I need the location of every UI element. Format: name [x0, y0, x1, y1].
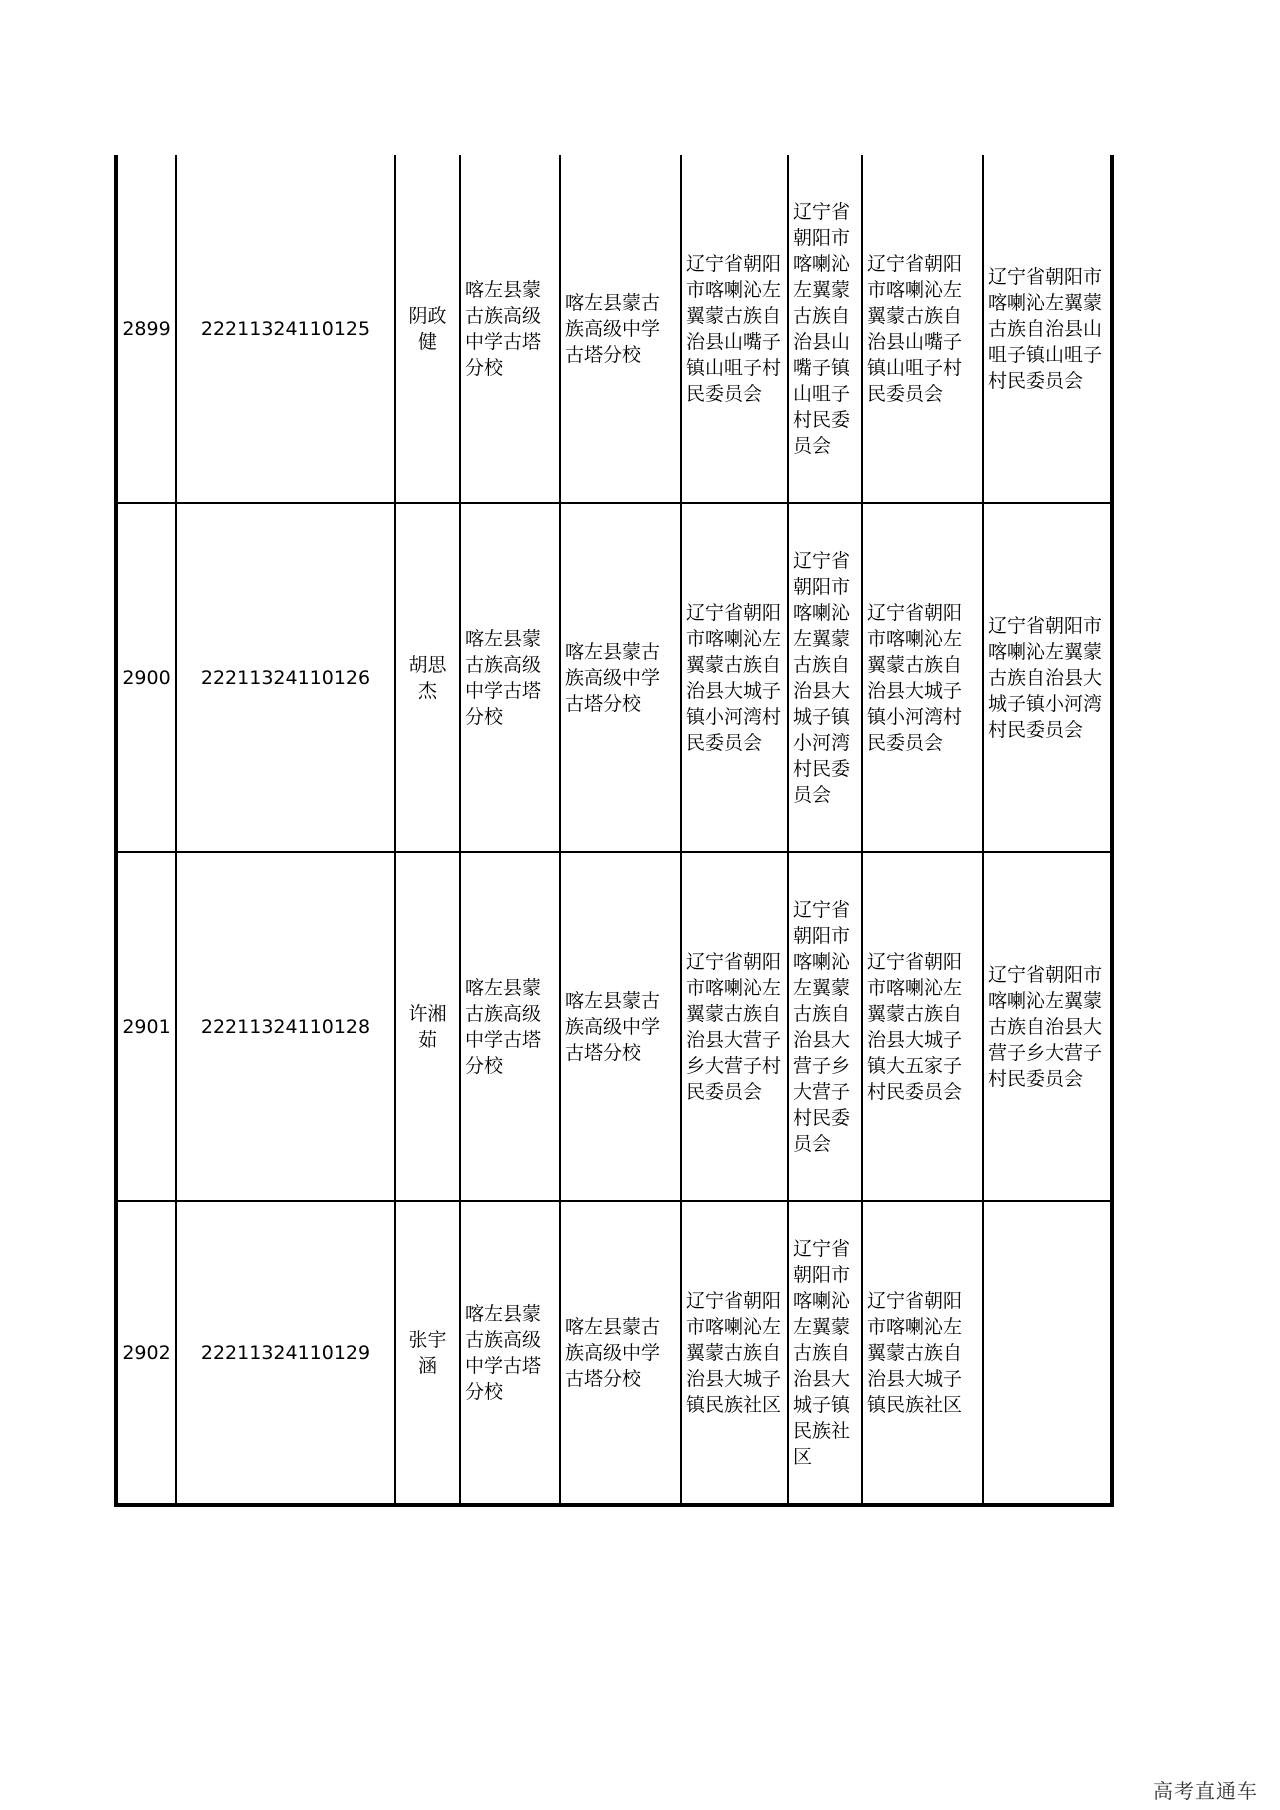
table-row — [116, 503, 1112, 852]
school-cell: 喀左县蒙古族高级中学古塔分校 — [460, 852, 560, 1201]
watermark-text: 高考直通车 — [1153, 1779, 1258, 1803]
school-full-cell: 喀左县蒙古族高级中学古塔分校 — [560, 155, 681, 503]
address-cell-2: 辽宁省朝阳市喀喇沁左翼蒙古族自治县大营子乡大营子村民委员会 — [788, 852, 862, 1201]
exam-id-cell: 22211324110129 — [176, 1201, 395, 1505]
address-cell-3: 辽宁省朝阳市喀喇沁左翼蒙古族自治县大城子镇大五家子村民委员会 — [862, 852, 983, 1201]
school-full-cell: 喀左县蒙古族高级中学古塔分校 — [560, 503, 681, 852]
address-cell-4: 辽宁省朝阳市喀喇沁左翼蒙古族自治县山咀子镇山咀子村民委员会 — [983, 155, 1112, 503]
name-cell: 阴政健 — [395, 155, 460, 503]
address-cell-3: 辽宁省朝阳市喀喇沁左翼蒙古族自治县山嘴子镇山咀子村民委员会 — [862, 155, 983, 503]
name-cell: 张宇涵 — [395, 1201, 460, 1505]
seq-cell: 2899 — [116, 155, 176, 503]
seq-cell: 2900 — [116, 503, 176, 852]
address-cell-1: 辽宁省朝阳市喀喇沁左翼蒙古族自治县大城子镇小河湾村民委员会 — [681, 503, 788, 852]
address-cell-4: 辽宁省朝阳市喀喇沁左翼蒙古族自治县大城子镇小河湾村民委员会 — [983, 503, 1112, 852]
address-cell-2: 辽宁省朝阳市喀喇沁左翼蒙古族自治县山嘴子镇山咀子村民委员会 — [788, 155, 862, 503]
address-cell-4 — [983, 1201, 1112, 1505]
address-cell-4: 辽宁省朝阳市喀喇沁左翼蒙古族自治县大营子乡大营子村民委员会 — [983, 852, 1112, 1201]
school-full-cell: 喀左县蒙古族高级中学古塔分校 — [560, 852, 681, 1201]
address-cell-1: 辽宁省朝阳市喀喇沁左翼蒙古族自治县山嘴子镇山咀子村民委员会 — [681, 155, 788, 503]
name-cell: 胡思杰 — [395, 503, 460, 852]
school-cell: 喀左县蒙古族高级中学古塔分校 — [460, 155, 560, 503]
school-full-cell: 喀左县蒙古族高级中学古塔分校 — [560, 1201, 681, 1505]
table-row — [116, 1201, 1112, 1505]
roster-table — [114, 155, 1114, 1507]
table-row — [116, 155, 1112, 503]
address-cell-1: 辽宁省朝阳市喀喇沁左翼蒙古族自治县大营子乡大营子村民委员会 — [681, 852, 788, 1201]
name-cell: 许湘茹 — [395, 852, 460, 1201]
seq-cell: 2902 — [116, 1201, 176, 1505]
address-cell-1: 辽宁省朝阳市喀喇沁左翼蒙古族自治县大城子镇民族社区 — [681, 1201, 788, 1505]
exam-id-cell: 22211324110126 — [176, 503, 395, 852]
exam-id-cell: 22211324110128 — [176, 852, 395, 1201]
seq-cell: 2901 — [116, 852, 176, 1201]
address-cell-3: 辽宁省朝阳市喀喇沁左翼蒙古族自治县大城子镇民族社区 — [862, 1201, 983, 1505]
school-cell: 喀左县蒙古族高级中学古塔分校 — [460, 503, 560, 852]
address-cell-3: 辽宁省朝阳市喀喇沁左翼蒙古族自治县大城子镇小河湾村民委员会 — [862, 503, 983, 852]
address-cell-2: 辽宁省朝阳市喀喇沁左翼蒙古族自治县大城子镇小河湾村民委员会 — [788, 503, 862, 852]
school-cell: 喀左县蒙古族高级中学古塔分校 — [460, 1201, 560, 1505]
exam-id-cell: 22211324110125 — [176, 155, 395, 503]
address-cell-2: 辽宁省朝阳市喀喇沁左翼蒙古族自治县大城子镇民族社区 — [788, 1201, 862, 1505]
table-row — [116, 852, 1112, 1201]
